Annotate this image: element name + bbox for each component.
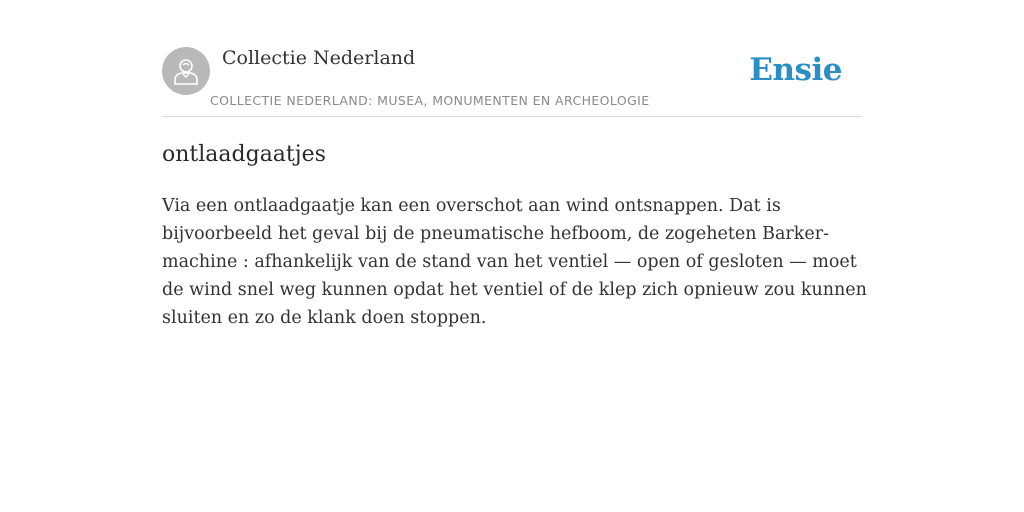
entry-body xyxy=(162,192,867,332)
entry-body-line: sluiten en zo de klank doen stoppen. xyxy=(162,308,487,328)
avatar[interactable] xyxy=(162,47,210,95)
user-icon xyxy=(171,56,201,86)
entry-body-line: machine : afhankelijk van de stand van het ventiel — open of gesloten — moet xyxy=(162,252,857,272)
author-header xyxy=(162,46,862,117)
author-subtitle: COLLECTIE NEDERLAND: MUSEA, MONUMENTEN EN ARCHEOLOGIE xyxy=(210,93,650,108)
author-name[interactable]: Collectie Nederland xyxy=(222,47,416,69)
entry-title: ontlaadgaatjes xyxy=(162,142,326,167)
entry-body-line: de wind snel weg kunnen opdat het ventiel of de klep zich opnieuw zou kunnen xyxy=(162,280,867,300)
brand-logo[interactable]: Ensie xyxy=(749,52,842,88)
entry-body-line: bijvoorbeeld het geval bij de pneumatische hefboom, de zogeheten Barker- xyxy=(162,224,830,244)
entry-body-line: Via een ontlaadgaatje kan een overschot aan wind ontsnappen. Dat is xyxy=(162,196,781,216)
